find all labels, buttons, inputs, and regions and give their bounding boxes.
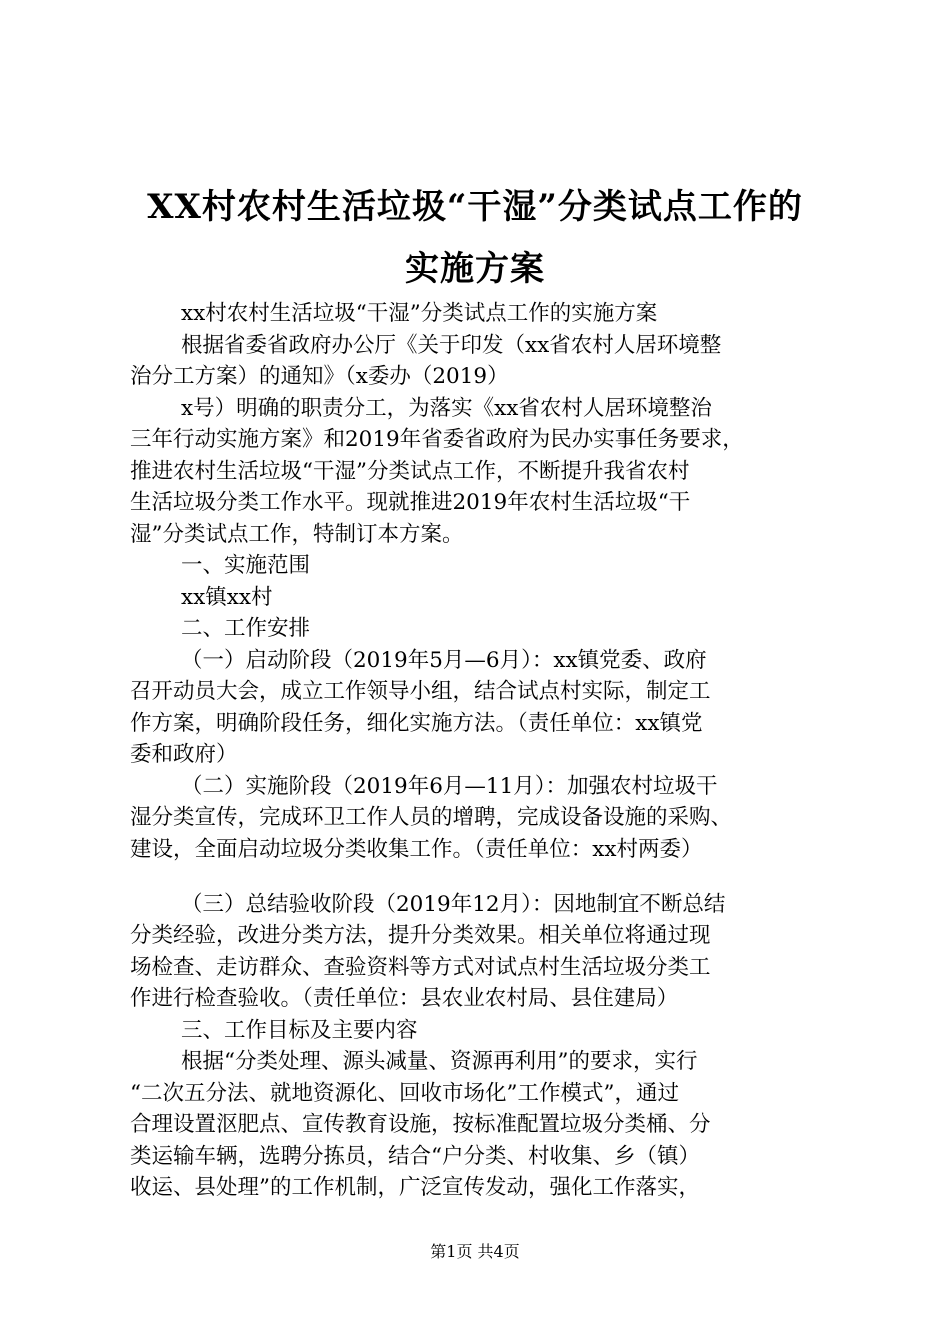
body-line: 收运、县处理”的工作机制，广泛宣传发动，强化工作落实，	[130, 1175, 700, 1200]
body-line: 治分工方案）的通知》（x委办（2019）	[130, 364, 509, 389]
body-line: 场检查、走访群众、查验资料等方式对试点村生活垃圾分类工	[130, 955, 711, 980]
page-indicator: 第1页 共4页	[430, 1242, 520, 1261]
body-line: 根据省委省政府办公厅《关于印发（xx省农村人居环境整	[181, 333, 722, 358]
body-line: 推进农村生活垃圾“干湿”分类试点工作，不断提升我省农村	[130, 459, 690, 484]
body-line: 湿分类宣传，完成环卫工作人员的增聘，完成设备设施的采购、	[130, 805, 733, 830]
document-title-line-2: 实施方案	[405, 249, 545, 289]
body-line: （二）实施阶段（2019年6月—11月）：加强农村垃圾干	[181, 774, 718, 799]
body-line: 作进行检查验收。（责任单位：县农业农村局、县住建局）	[130, 986, 679, 1011]
body-line: 召开动员大会，成立工作领导小组，结合试点村实际，制定工	[130, 679, 711, 704]
section-heading: 二、工作安排	[181, 616, 311, 641]
body-line: 根据“分类处理、源头减量、资源再利用”的要求，实行	[181, 1049, 698, 1074]
body-line: 委和政府）	[130, 742, 238, 767]
body-line: 三年行动实施方案》和2019年省委省政府为民办实事任务要求，	[130, 427, 744, 452]
body-line: 分类经验，改进分类方法，提升分类效果。相关单位将通过现	[130, 923, 711, 948]
body-line: 作方案，明确阶段任务，细化实施方法。（责任单位：xx镇党	[130, 711, 703, 736]
body-line: 建设，全面启动垃圾分类收集工作。（责任单位：xx村两委）	[130, 837, 703, 862]
body-line: “二次五分法、就地资源化、回收市场化”工作模式”，通过	[130, 1081, 679, 1106]
section-heading: 三、工作目标及主要内容	[181, 1018, 418, 1043]
body-line: 类运输车辆，选聘分拣员，结合“户分类、村收集、乡（镇）	[130, 1144, 700, 1169]
body-line: 生活垃圾分类工作水平。现就推进2019年农村生活垃圾“干	[130, 490, 691, 515]
document-title-line-1: XX村农村生活垃圾“干湿”分类试点工作的	[147, 187, 803, 227]
body-line: 合理设置沤肥点、宣传教育设施，按标准配置垃圾分类桶、分	[130, 1112, 711, 1137]
body-line: （一）启动阶段（2019年5月—6月）：xx镇党委、政府	[181, 648, 707, 673]
section-heading: 一、实施范围	[181, 553, 311, 578]
body-line: xx镇xx村	[181, 585, 273, 610]
body-line: 湿”分类试点工作，特制订本方案。	[130, 522, 464, 547]
body-line: xx村农村生活垃圾“干湿”分类试点工作的实施方案	[181, 301, 658, 326]
body-line: （三）总结验收阶段（2019年12月）：因地制宜不断总结	[181, 892, 726, 917]
body-line: x号）明确的职责分工，为落实《xx省农村人居环境整治	[181, 396, 712, 421]
